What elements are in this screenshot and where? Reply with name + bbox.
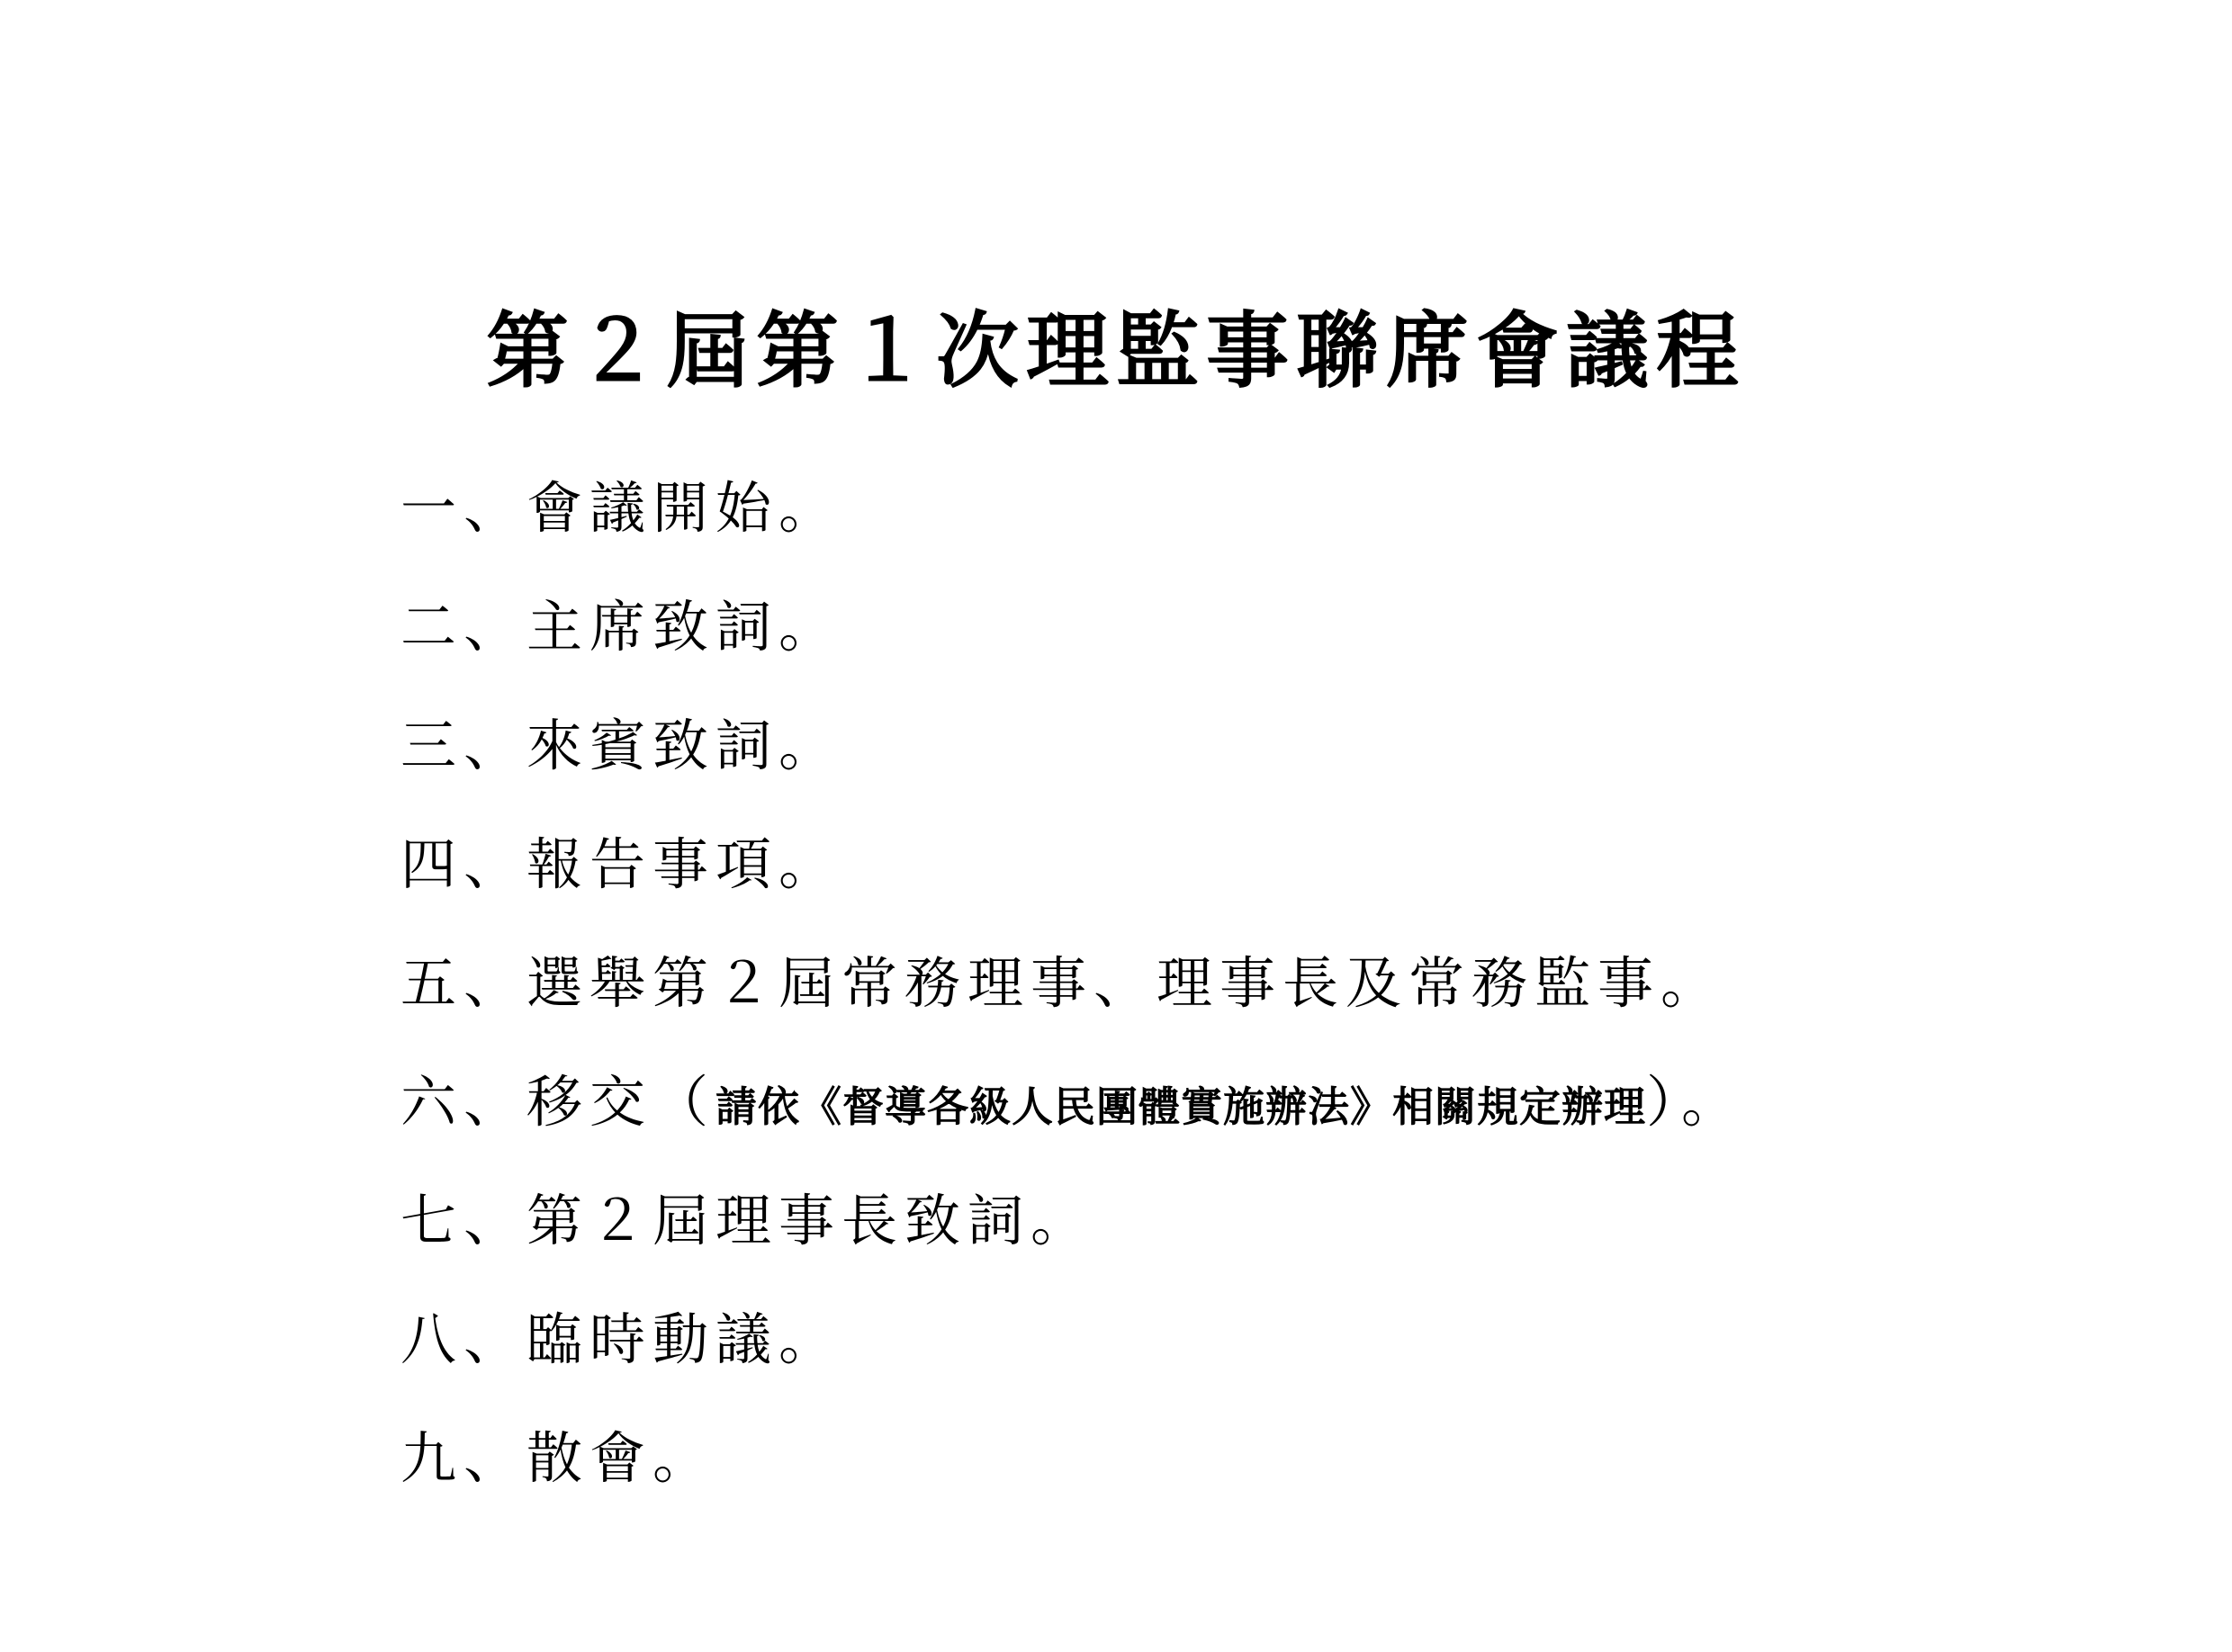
- agenda-item-number: 四、: [400, 831, 527, 897]
- agenda-item: [400, 824, 1744, 943]
- agenda-item: [400, 587, 1744, 705]
- agenda-item: [400, 1181, 1744, 1299]
- agenda-item-text: 移交（: [526, 1069, 716, 1135]
- agenda-item: [400, 705, 1744, 824]
- agenda-item: [400, 943, 1744, 1062]
- agenda-item-number: 五、: [400, 950, 527, 1016]
- agenda-item: [400, 1062, 1744, 1181]
- agenda-item: [400, 1299, 1744, 1418]
- agenda-item-number: 七、: [400, 1188, 527, 1253]
- agenda-item-text: 會議開始。: [526, 475, 842, 541]
- agenda-item: [400, 1418, 1744, 1537]
- agenda-item-text: 選舉第２屆常務理事、理事長及常務監事。: [526, 950, 1724, 1016]
- agenda-item-text: 第２屆理事長致詞。: [526, 1188, 1094, 1253]
- agenda-item-end: ）。: [1646, 1069, 1745, 1135]
- agenda-item-number: 三、: [400, 713, 527, 778]
- agenda-item-number: 九、: [400, 1425, 527, 1491]
- agenda-item-number: 六、: [400, 1069, 527, 1135]
- agenda-item-text: 報告事項。: [526, 831, 842, 897]
- agenda-item-text: 主席致詞。: [526, 594, 842, 660]
- agenda-item-number: 一、: [400, 475, 527, 541]
- agenda-item-text: 來賓致詞。: [526, 713, 842, 778]
- agenda-item-number: 二、: [400, 594, 527, 660]
- agenda-item-text: 散會。: [526, 1425, 716, 1491]
- agenda-item-number: 八、: [400, 1306, 527, 1372]
- agenda-item-text: 臨時動議。: [526, 1306, 842, 1372]
- agenda-item: [400, 468, 1744, 587]
- agenda-list: [400, 468, 1744, 1537]
- agenda-item-note: 請依《督導各級人民團體實施辦法》相關規定辦理: [716, 1082, 1647, 1131]
- page-title: 第２屆第１次理監事聯席會議程: [485, 301, 1746, 400]
